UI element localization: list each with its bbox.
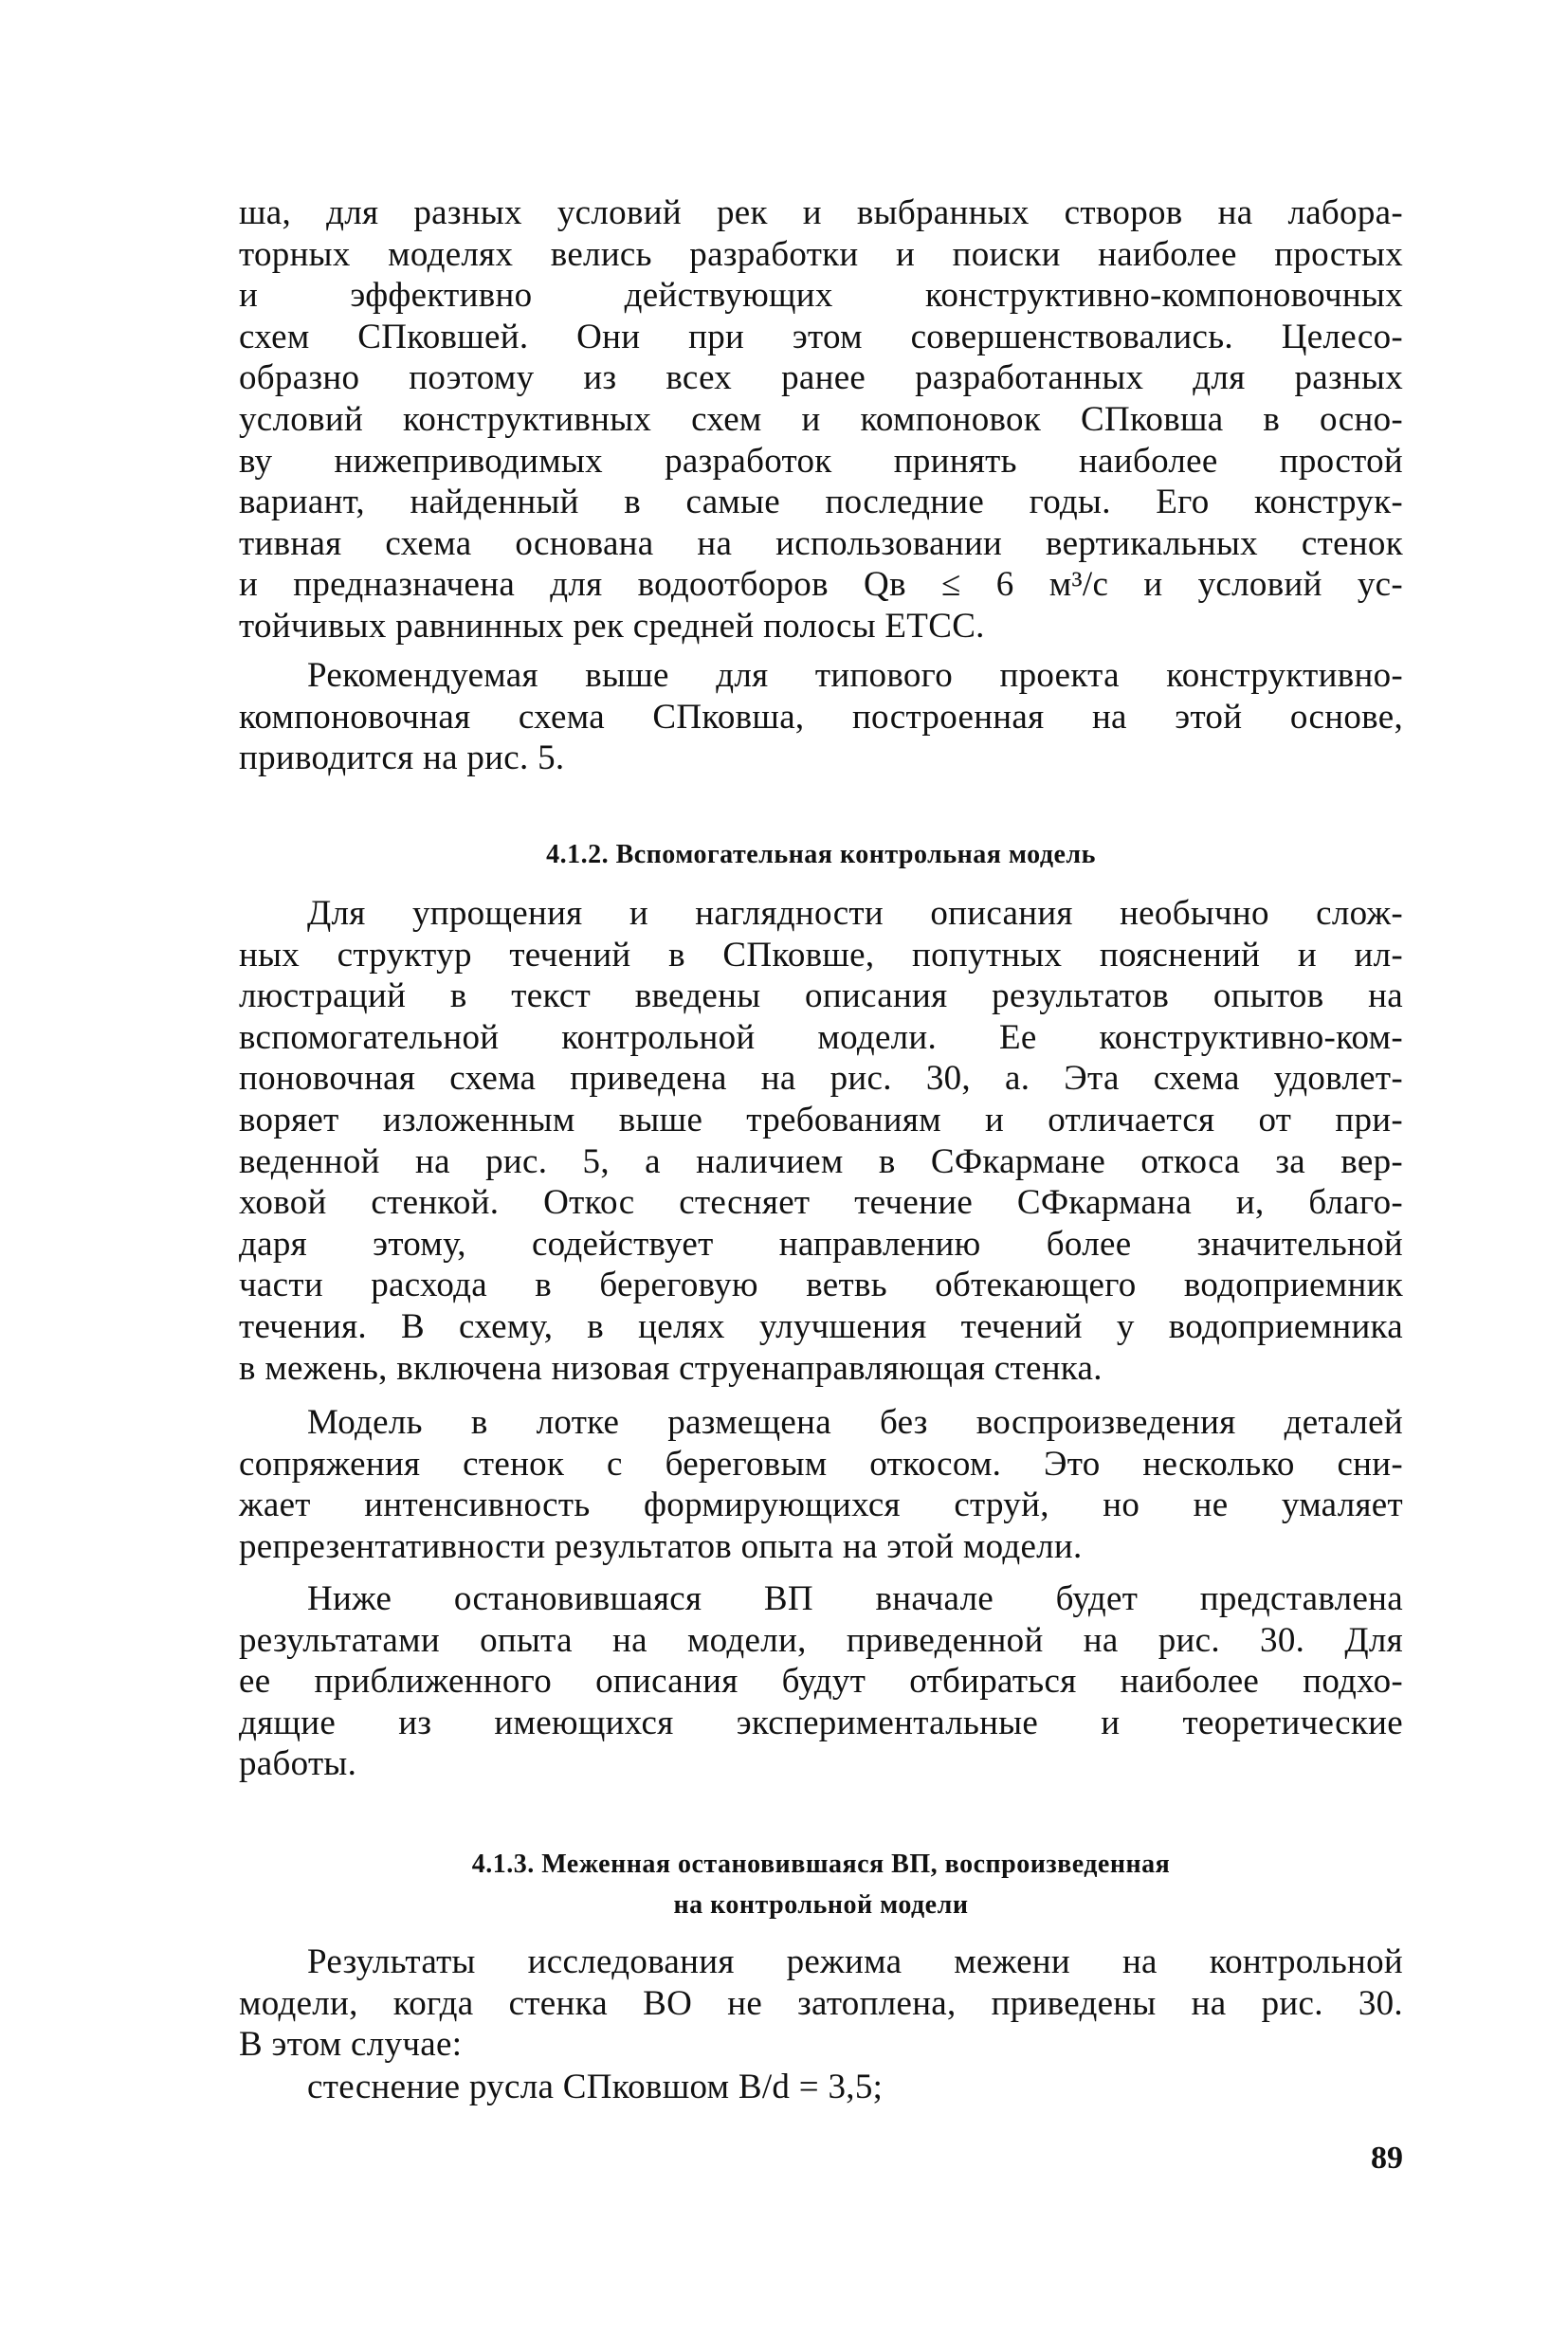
section-heading: 4.1.3. Меженная остановившаяся ВП, воспроизведенная [471,1850,1171,1879]
page-number: 89 [1371,2141,1403,2176]
section-heading: на контрольной модели [673,1890,969,1920]
text-line: ных структур течений в СПковше, попутных пояснений и ил- [239,935,1403,975]
text-line: компоновочная схема СПковша, построенная на этой основе, [239,697,1403,737]
text-line: приводится на рис. 5. [239,738,565,778]
text-line: веденной на рис. 5, а наличием в СФкармане откоса за вер- [239,1141,1403,1181]
text-line: и предназначена для водоотборов Qв ≤ 6 м³/с и условий ус- [239,565,1403,605]
paragraph [239,192,1403,647]
paragraph [239,2067,1403,2108]
text-line: сопряжения стенок с береговым откосом. Это несколько сни- [239,1444,1403,1484]
text-line: части расхода в береговую ветвь обтекающего водоприемник [239,1266,1403,1305]
text-line: вариант, найденный в самые последние годы. Его конструк- [239,483,1403,522]
text-line: стеснение русла СПковшом B/d = 3,5; [307,2068,884,2106]
text-line: поновочная схема приведена на рис. 30, а. Эта схема удовлет- [239,1059,1403,1099]
text-line: схем СПковшей. Они при этом совершенствовались. Целесо- [239,317,1403,356]
paragraph [239,893,1403,1389]
text-line: в межень, включена низовая струенаправляющая стенка. [239,1348,1103,1388]
section-heading: 4.1.2. Вспомогательная контрольная модель [546,840,1096,869]
text-line: течения. В схему, в целях улучшения течений у водоприемника [239,1306,1403,1346]
text-line: Для упрощения и наглядности описания необычно слож- [307,894,1403,933]
text-line: даря этому, содействует направлению более значительной [239,1224,1403,1264]
text-line: результатами опыта на модели, приведенной на рис. 30. Для [239,1620,1403,1660]
text-line: В этом случае: [239,2025,463,2065]
text-line: модели, когда стенка ВО не затоплена, приведены на рис. 30. [239,1983,1403,2023]
text-line: и эффективно действующих конструктивно-компоновочных [239,276,1403,316]
text-line: ховой стенкой. Откос стесняет течение СФкармана и, благо- [239,1183,1403,1223]
text-line: Ниже остановившаяся ВП вначале будет представлена [307,1579,1403,1618]
text-line: условий конструктивных схем и компоновок СПковша в осно- [239,399,1403,439]
text-line: торных моделях велись разработки и поиски наиболее простых [239,234,1403,274]
text-line: тивная схема основана на использовании вертикальных стенок [239,523,1403,563]
text-line: жает интенсивность формирующихся струй, но не умаляет [239,1485,1403,1525]
paragraph [239,655,1403,779]
paragraph [239,1578,1403,1785]
text-line: Результаты исследования режима межени на контрольной [307,1942,1403,1981]
text-line: воряет изложенным выше требованиям и отличается от при- [239,1100,1403,1139]
text-line: вспомогательной контрольной модели. Ее конструктивно-ком- [239,1017,1403,1057]
text-line: люстраций в текст введены описания результатов опытов на [239,976,1403,1016]
text-line: Модель в лотке размещена без воспроизведения деталей [307,1403,1403,1442]
text-line: ее приближенного описания будут отбираться наиболее подхо- [239,1662,1403,1702]
text-line: работы. [239,1744,357,1784]
text-line: дящие из имеющихся экспериментальные и теоретические [239,1703,1403,1742]
text-line: ву нижеприводимых разработок принять наиболее простой [239,441,1403,481]
paragraph [239,1941,1403,2066]
text-line: репрезентативности результатов опыта на этой модели. [239,1526,1083,1566]
text-line: ша, для разных условий рек и выбранных створов на лабора- [239,193,1403,232]
text-line: Рекомендуемая выше для типового проекта конструктивно- [307,656,1403,695]
text-line: тойчивых равнинных рек средней полосы ЕТСС. [239,606,985,646]
paragraph [239,1402,1403,1567]
text-line: образно поэтому из всех ранее разработанных для разных [239,358,1403,398]
